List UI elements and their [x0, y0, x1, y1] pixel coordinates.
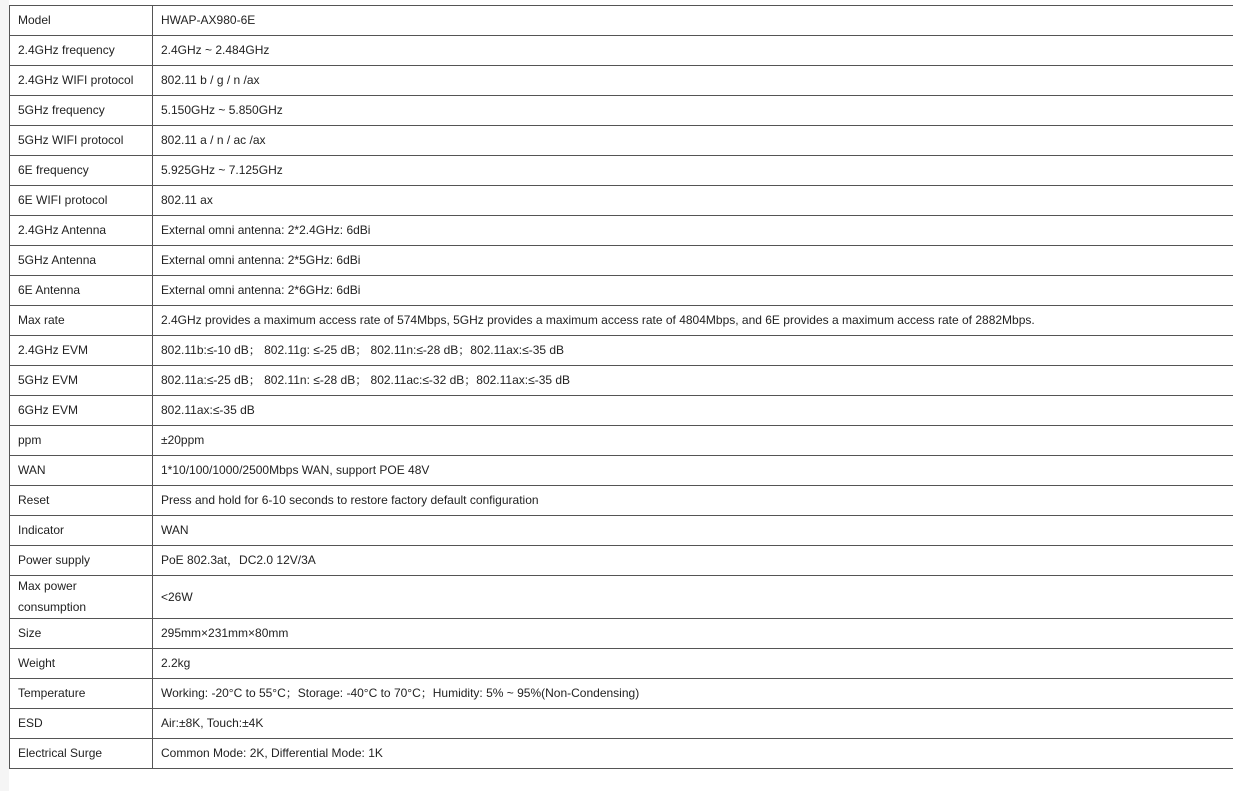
- table-row: [10, 36, 1233, 66]
- page-margin-strip: [0, 0, 9, 791]
- spec-value: Common Mode: 2K, Differential Mode: 1K: [153, 739, 1233, 769]
- spec-value: ±20ppm: [153, 426, 1233, 456]
- table-row: [10, 306, 1233, 336]
- spec-value: External omni antenna: 2*6GHz: 6dBi: [153, 276, 1233, 306]
- table-row: [10, 6, 1233, 36]
- spec-value: Press and hold for 6-10 seconds to restore factory default configuration: [153, 486, 1233, 516]
- table-row: [10, 126, 1233, 156]
- spec-value: External omni antenna: 2*2.4GHz: 6dBi: [153, 216, 1233, 246]
- table-row: [10, 709, 1233, 739]
- spec-label: Reset: [10, 486, 153, 516]
- spec-label: 2.4GHz EVM: [10, 336, 153, 366]
- spec-label: 5GHz Antenna: [10, 246, 153, 276]
- table-row: [10, 486, 1233, 516]
- spec-value: 2.4GHz provides a maximum access rate of 574Mbps, 5GHz provides a maximum access rate of 4804Mbps, and 6E provides a maximum access rate of 2882Mbps.: [153, 306, 1233, 336]
- spec-value: Working: -20°C to 55°C；Storage: -40°C to 70°C；Humidity: 5% ~ 95%(Non-Condensing): [153, 679, 1233, 709]
- spec-value: WAN: [153, 516, 1233, 546]
- table-row: [10, 366, 1233, 396]
- spec-value: 802.11ax:≤-35 dB: [153, 396, 1233, 426]
- spec-label: ppm: [10, 426, 153, 456]
- table-row: [10, 156, 1233, 186]
- spec-label: WAN: [10, 456, 153, 486]
- spec-value: 2.4GHz ~ 2.484GHz: [153, 36, 1233, 66]
- table-row: [10, 246, 1233, 276]
- spec-label: Max rate: [10, 306, 153, 336]
- spec-label: 5GHz frequency: [10, 96, 153, 126]
- spec-value: 802.11b:≤-10 dB； 802.11g: ≤-25 dB； 802.11n:≤-28 dB；802.11ax:≤-35 dB: [153, 336, 1233, 366]
- table-row: [10, 619, 1233, 649]
- spec-value: 802.11a:≤-25 dB； 802.11n: ≤-28 dB； 802.11ac:≤-32 dB；802.11ax:≤-35 dB: [153, 366, 1233, 396]
- spec-label: Max power consumption: [10, 576, 153, 619]
- spec-value: 802.11 b / g / n /ax: [153, 66, 1233, 96]
- spec-value: <26W: [153, 576, 1233, 619]
- spec-value: 802.11 a / n / ac /ax: [153, 126, 1233, 156]
- spec-label: Model: [10, 6, 153, 36]
- spec-table: [9, 5, 1233, 769]
- spec-label: 2.4GHz Antenna: [10, 216, 153, 246]
- spec-label: 6E frequency: [10, 156, 153, 186]
- spec-value: 5.925GHz ~ 7.125GHz: [153, 156, 1233, 186]
- table-row: [10, 336, 1233, 366]
- spec-label: 2.4GHz WIFI protocol: [10, 66, 153, 96]
- table-row: [10, 186, 1233, 216]
- spec-value: HWAP-AX980-6E: [153, 6, 1233, 36]
- table-row: [10, 96, 1233, 126]
- table-row: [10, 426, 1233, 456]
- table-row: [10, 66, 1233, 96]
- table-row: [10, 649, 1233, 679]
- spec-value: 1*10/100/1000/2500Mbps WAN, support POE 48V: [153, 456, 1233, 486]
- spec-value: Air:±8K, Touch:±4K: [153, 709, 1233, 739]
- table-row: [10, 396, 1233, 426]
- spec-value: External omni antenna: 2*5GHz: 6dBi: [153, 246, 1233, 276]
- spec-value: 295mm×231mm×80mm: [153, 619, 1233, 649]
- spec-label: Weight: [10, 649, 153, 679]
- table-row: [10, 576, 1233, 619]
- spec-label: 6E WIFI protocol: [10, 186, 153, 216]
- table-row: [10, 516, 1233, 546]
- spec-value: 5.150GHz ~ 5.850GHz: [153, 96, 1233, 126]
- spec-label: 6GHz EVM: [10, 396, 153, 426]
- spec-label: 2.4GHz frequency: [10, 36, 153, 66]
- table-row: [10, 546, 1233, 576]
- spec-value: 2.2kg: [153, 649, 1233, 679]
- spec-label: 6E Antenna: [10, 276, 153, 306]
- spec-label: Electrical Surge: [10, 739, 153, 769]
- table-row: [10, 216, 1233, 246]
- table-row: [10, 679, 1233, 709]
- spec-label: 5GHz EVM: [10, 366, 153, 396]
- spec-label: Size: [10, 619, 153, 649]
- spec-label: 5GHz WIFI protocol: [10, 126, 153, 156]
- spec-label: Indicator: [10, 516, 153, 546]
- spec-label: Temperature: [10, 679, 153, 709]
- spec-value: 802.11 ax: [153, 186, 1233, 216]
- spec-label: ESD: [10, 709, 153, 739]
- spec-label: Power supply: [10, 546, 153, 576]
- table-row: [10, 739, 1233, 769]
- table-row: [10, 456, 1233, 486]
- spec-value: PoE 802.3at，DC2.0 12V/3A: [153, 546, 1233, 576]
- table-row: [10, 276, 1233, 306]
